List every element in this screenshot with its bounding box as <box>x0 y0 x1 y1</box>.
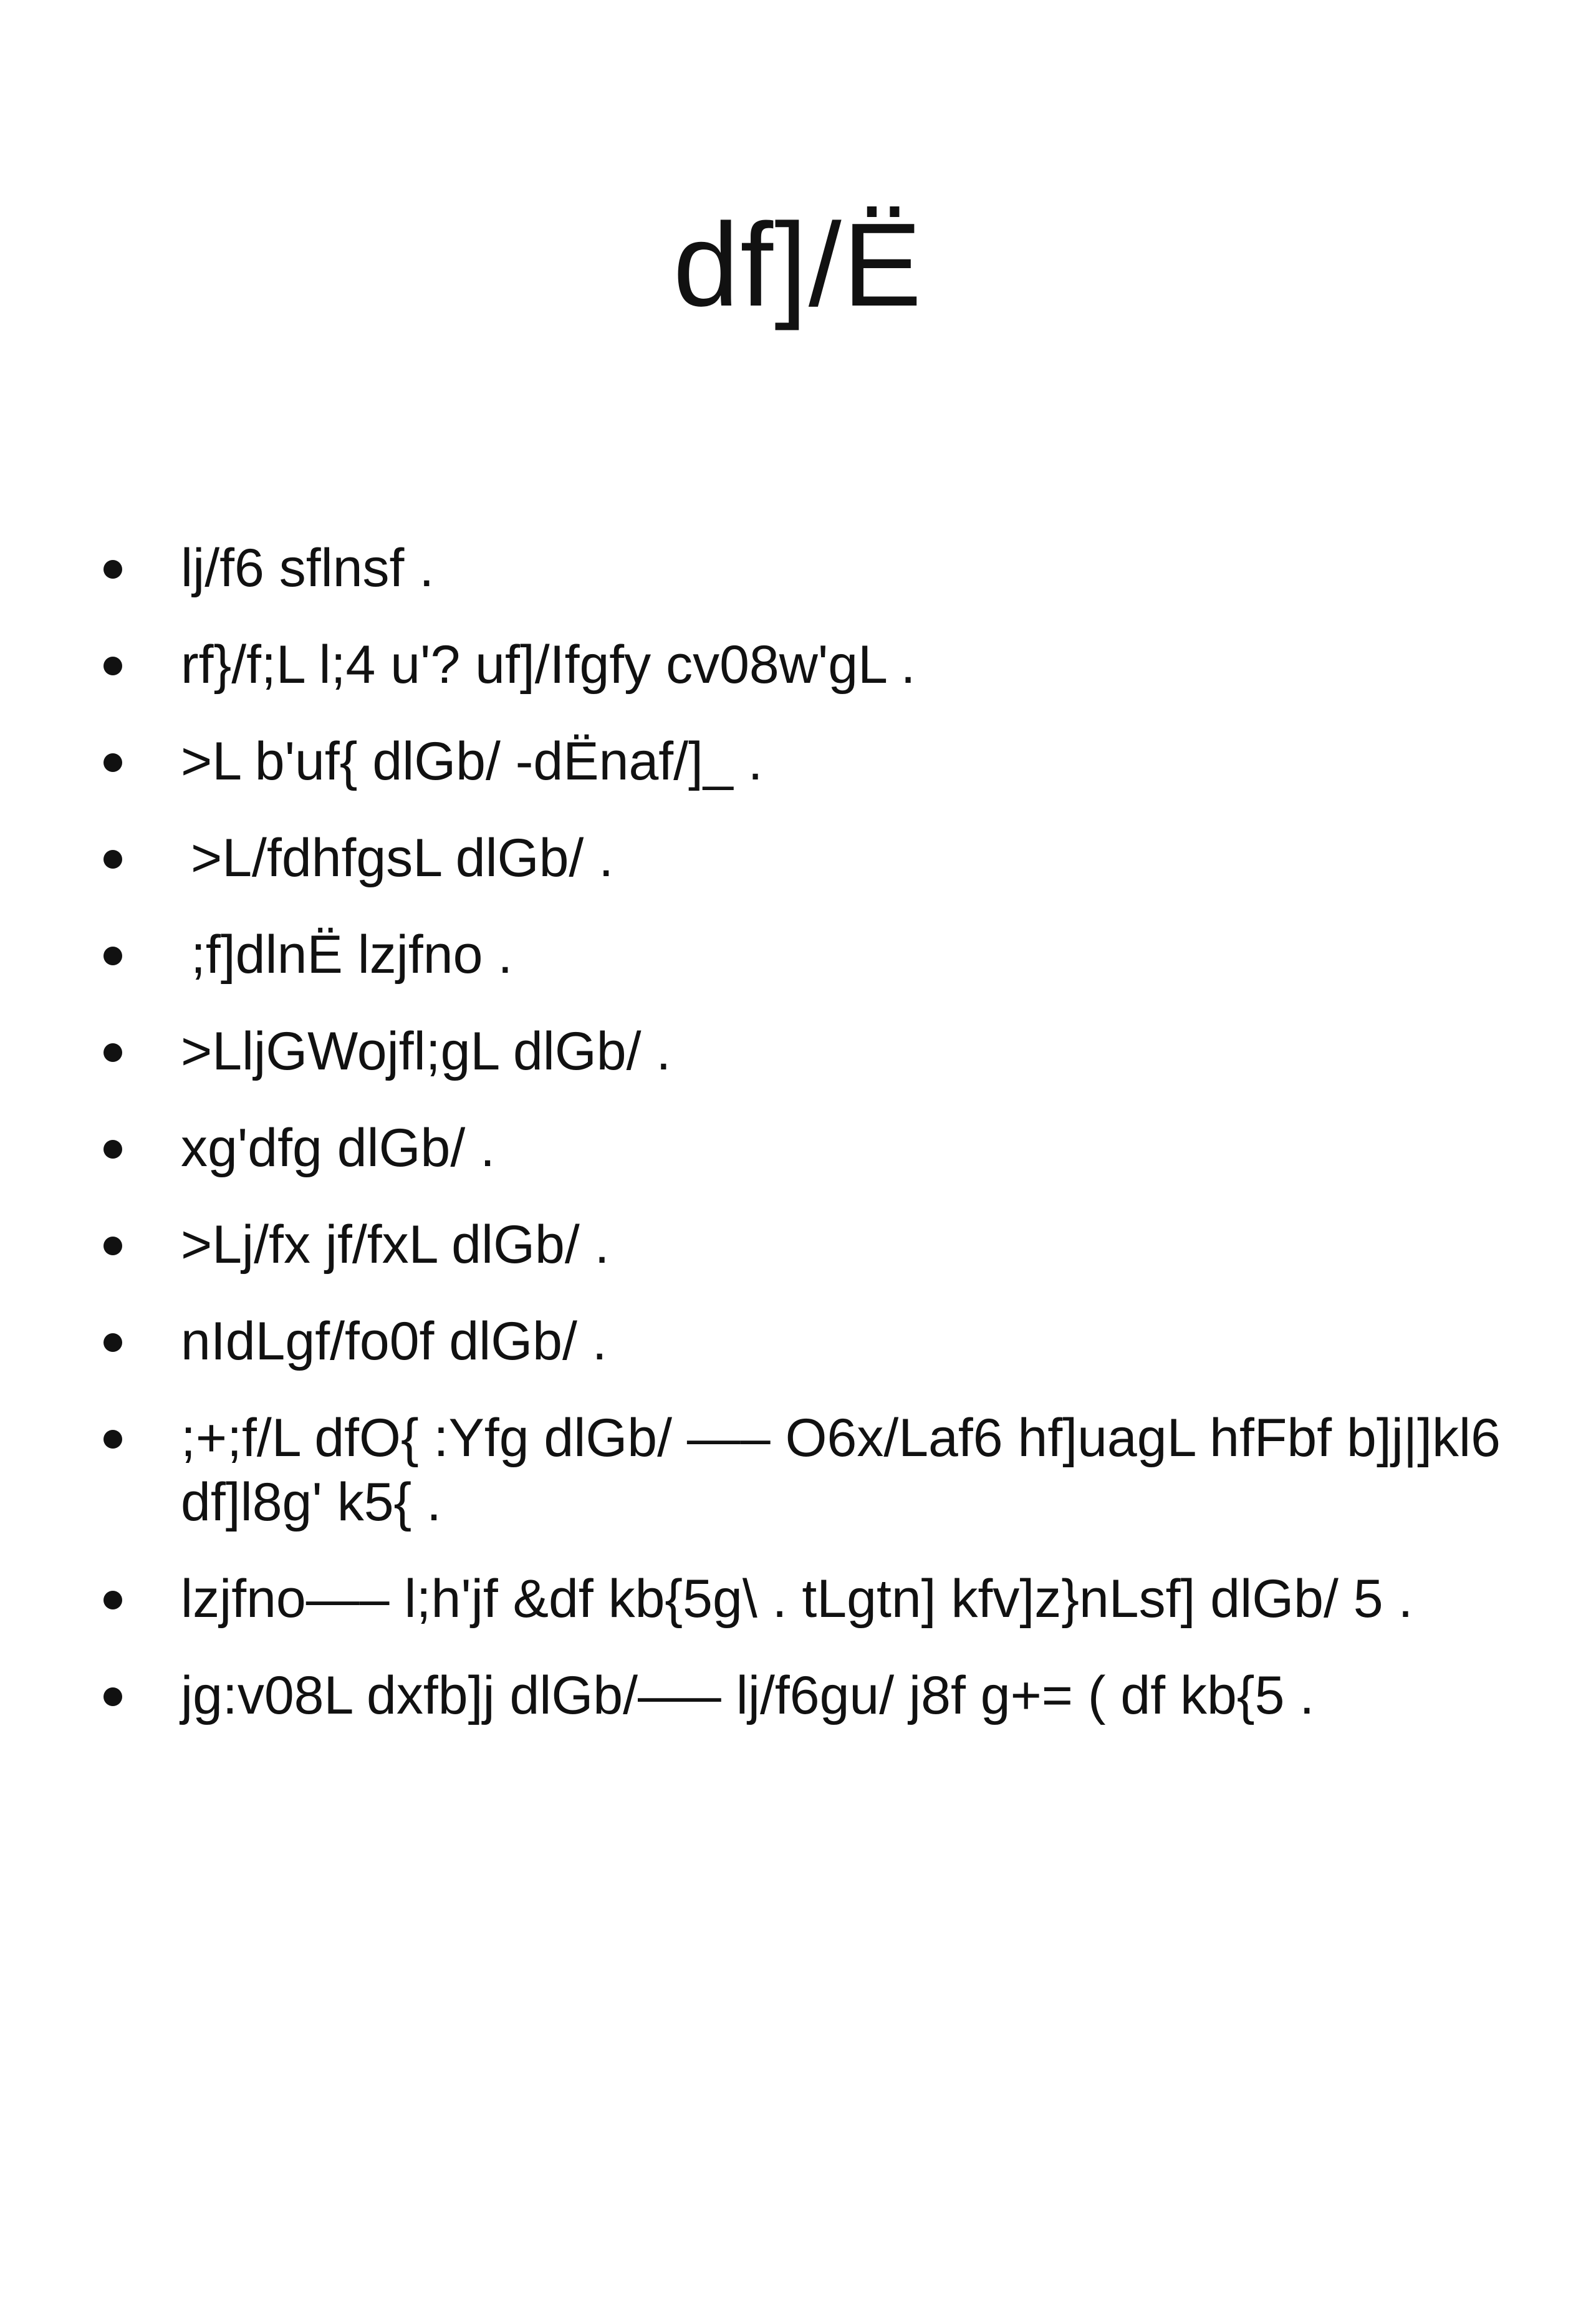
list-item <box>94 536 1527 601</box>
list-item-text: ;f]dlnË lzjfno . <box>191 925 513 985</box>
list-item <box>94 1406 1527 1535</box>
list-item <box>94 1310 1527 1374</box>
list-item <box>94 633 1527 697</box>
bullet-icon <box>103 560 122 579</box>
list-item-text: xg'dfg dlGb/ . <box>181 1118 496 1178</box>
bullet-icon <box>103 947 122 965</box>
list-item <box>94 923 1527 987</box>
list-item <box>94 1020 1527 1084</box>
list-item-text: lzjfno—– l;h'jf &df kb{5g\ . tLgtn] kfv]z}nLsf] dlGb/ 5 . <box>181 1569 1413 1629</box>
list-item-text: >LljGWojfl;gL dlGb/ . <box>181 1021 671 1081</box>
bullet-list <box>94 536 1527 1760</box>
list-item-text: ;+;f/L dfO{ :Yfg dlGb/ —– O6x/Laf6 hf]uagL hfFbf b]j|]kl6 df]l8g' k5{ . <box>181 1408 1501 1532</box>
list-item-text: >L/fdhfgsL dlGb/ . <box>191 828 614 888</box>
list-item-text: rf}/f;L l;4 u'? uf]/Ifgfy cv08w'gL . <box>181 635 916 695</box>
list-item <box>94 1116 1527 1180</box>
list-item <box>94 1664 1527 1728</box>
bullet-icon <box>103 753 122 772</box>
list-item <box>94 1213 1527 1277</box>
list-item <box>94 1567 1527 1631</box>
list-item-text: >Lj/fx jf/fxL dlGb/ . <box>181 1215 610 1275</box>
bullet-icon <box>103 1591 122 1609</box>
list-item <box>94 730 1527 794</box>
list-item-text: lj/f6 sflnsf . <box>181 538 435 598</box>
bullet-icon <box>103 1687 122 1706</box>
list-item-text: >L b'uf{ dlGb/ -dËnaf/]_ . <box>181 731 763 791</box>
page-title: df]/Ë <box>673 199 923 331</box>
list-item <box>94 826 1527 890</box>
list-item-text: jg:v08L dxfb]j dlGb/—– lj/f6gu/ j8f g+= ( df kb{5 . <box>181 1666 1315 1725</box>
bullet-icon <box>103 1237 122 1255</box>
bullet-icon <box>103 1140 122 1159</box>
bullet-icon <box>103 1333 122 1352</box>
bullet-icon <box>103 850 122 869</box>
bullet-icon <box>103 657 122 675</box>
bullet-icon <box>103 1430 122 1449</box>
bullet-icon <box>103 1043 122 1062</box>
list-item-text: nIdLgf/fo0f dlGb/ . <box>181 1311 607 1371</box>
